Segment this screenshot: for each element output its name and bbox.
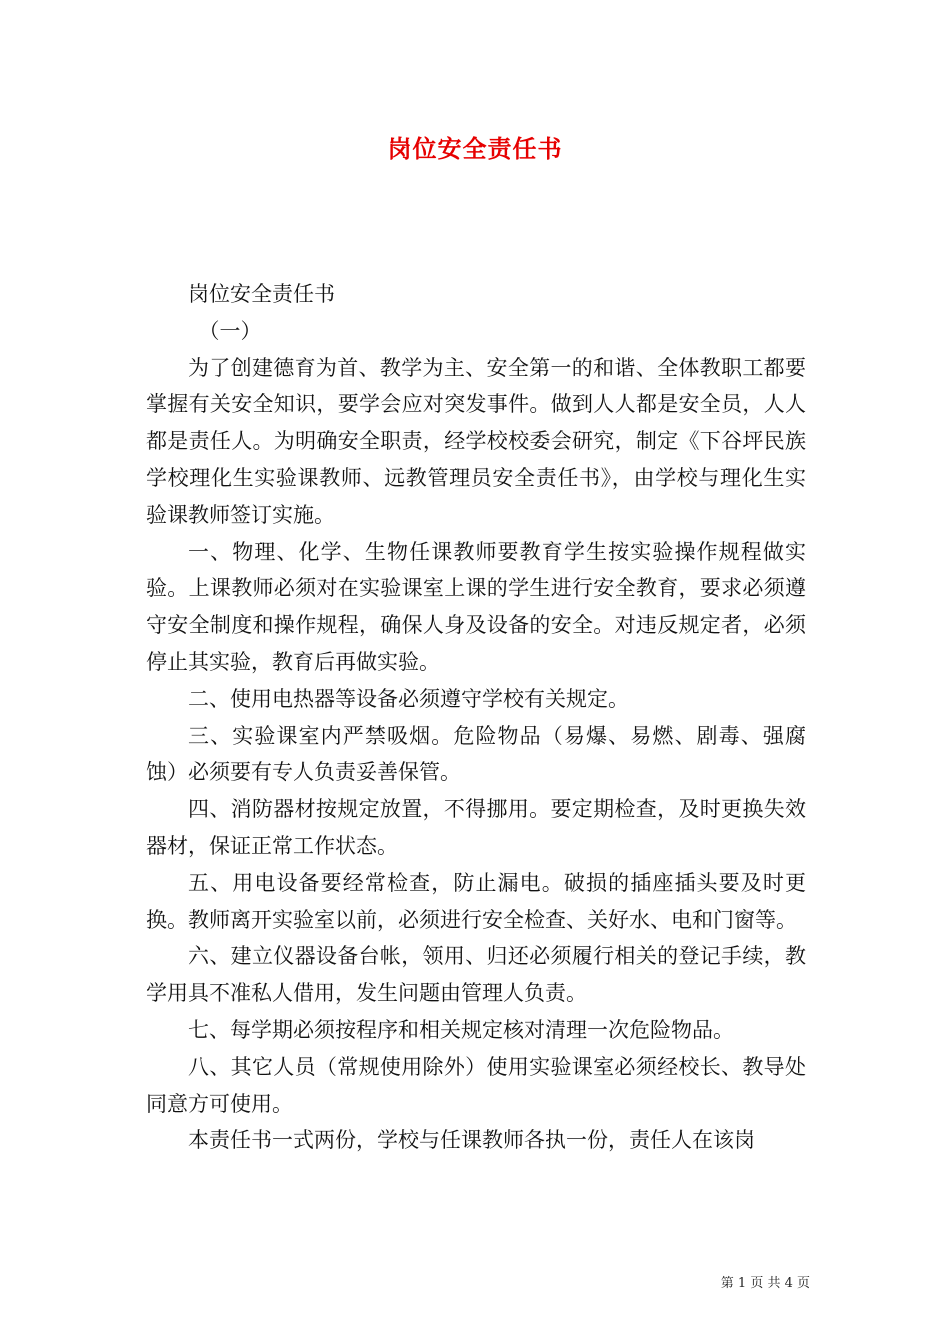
document-body [146, 276, 806, 1159]
paragraph-item-4: 四、消防器材按规定放置，不得挪用。要定期检查，及时更换失效器材，保证正常工作状态。 [146, 797, 806, 858]
document-title: 岗位安全责任书 [387, 134, 563, 163]
paragraph-item-3: 三、实验课室内严禁吸烟。危险物品（易爆、易燃、剧毒、强腐蚀）必须要有专人负责妥善保管。 [146, 723, 806, 785]
paragraph-item-8: 八、其它人员（常规使用除外）使用实验课室必须经校长、教导处同意方可使用。 [146, 1054, 806, 1116]
paragraph-item-6: 六、建立仪器设备台帐，领用、归还必须履行相关的登记手续，教学用具不准私人借用，发生问题由管理人负责。 [146, 944, 806, 1006]
paragraph-closing: 本责任书一式两份，学校与任课教师各执一份，责任人在该岗 [188, 1128, 755, 1153]
paragraph-item-1: 一、物理、化学、生物任课教师要教育学生按实验操作规程做实验。上课教师必须对在实验课室上课的学生进行安全教育，要求必须遵守安全制度和操作规程，确保人身及设备的安全。对违反规定者，必须停止其实验，教育后再做实验。 [146, 539, 806, 674]
page-indicator: 第 1 页 共 4 页 [720, 1276, 810, 1291]
paragraph-item-7: 七、每学期必须按程序和相关规定核对清理一次危险物品。 [188, 1017, 734, 1042]
paragraph-item-5: 五、用电设备要经常检查，防止漏电。破损的插座插头要及时更换。教师离开实验室以前，必须进行安全检查、关好水、电和门窗等。 [146, 870, 806, 932]
paragraph-intro: 为了创建德育为首、教学为主、安全第一的和谐、全体教职工都要掌握有关安全知识，要学会应对突发事件。做到人人都是安全员，人人都是责任人。为明确安全职责，经学校校委会研究，制定《下谷坪民族学校理化生实验课教师、远教管理员安全责任书》，由学校与理化生实验课教师签订实施。 [146, 355, 806, 527]
paragraph-section-number: （一） [198, 318, 262, 343]
paragraph-heading: 岗位安全责任书 [188, 282, 335, 306]
paragraph-item-2: 二、使用电热器等设备必须遵守学校有关规定。 [188, 686, 629, 711]
